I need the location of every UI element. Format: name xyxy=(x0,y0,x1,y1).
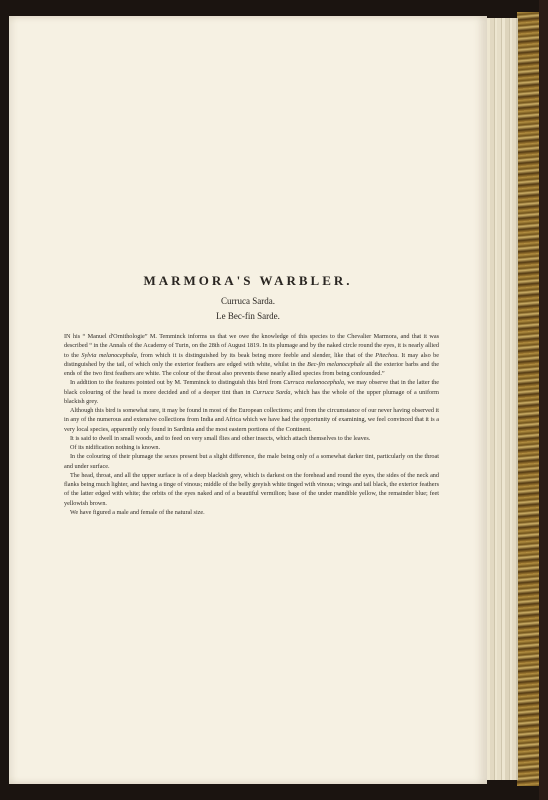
paragraph xyxy=(64,406,439,434)
italic-term: Sylvia melanocephala xyxy=(81,351,137,359)
paragraph-text: In addition to the features pointed out by M. Temminck to distinguish this bird from xyxy=(70,379,284,387)
paragraph-text: The head, throat, and all the upper surface is of a deep blackish grey, which is darkest on the forehead and round the eyes, the sides of the neck and flanks being much lighter, and having a tinge of vinous; middle of the belly greyish white tinged with vinous; wings and tail black, the exterior feathers of the latter edged with white; the orbits of the eyes naked and of a beautiful vermilion; base of the under mandible yellow, the remainder blue; feet yellowish brown. xyxy=(64,471,439,507)
page-edge xyxy=(497,18,502,780)
paragraph-text: , which has the whole of the upper plumage of a uniform blackish grey. xyxy=(64,388,439,405)
page-title: MARMORA'S WARBLER. xyxy=(143,273,353,288)
paragraph xyxy=(64,471,439,508)
paragraph xyxy=(64,332,439,378)
latin-name: Curruca Sarda. xyxy=(221,296,275,306)
french-name: Le Bec-fin Sarde. xyxy=(216,311,280,321)
page xyxy=(9,16,487,784)
paragraph-text: all the exterior barbs and the ends of the two first feathers are white. The colour of the throat also prevents these nearly allied species from being confounded.” xyxy=(64,360,439,377)
paragraph-text: Although this bird is somewhat rare, it may be found in most of the European collections; and from the circumstance of our never having observed it in any of the numerous and extensive collections from India and Africa which we have had the opportunity of examining, we feel convinced that it is a very local species, apparently only found in Sardinia and the most eastern portions of the Continent. xyxy=(64,407,439,433)
paragraph xyxy=(64,452,439,471)
page-edge xyxy=(490,18,495,780)
italic-term: Curruca melanocephala xyxy=(283,379,344,387)
paragraph-text: Of its nidification nothing is known. xyxy=(70,444,161,451)
paragraph-text: , we may observe that in the latter the black colouring of the head is more decided and of a deeper tint than in xyxy=(64,379,440,396)
page-edge xyxy=(505,18,510,780)
italic-term: Pitechou xyxy=(375,351,398,359)
paragraph-text: In the colouring of their plumage the sexes present but a slight difference, the male being only of a somewhat darker tint, particularly on the throat and under surface. xyxy=(64,453,439,470)
paragraph xyxy=(64,443,439,452)
paragraph-text: , from which it is distinguished by its beak being more feeble and slender, like that of the xyxy=(136,351,376,359)
body-text xyxy=(64,332,439,517)
paragraph-text: . It may also be distinguished by the tail, of which only the exterior feathers are edged with white, whilst in the xyxy=(64,351,440,368)
paragraph xyxy=(64,378,439,406)
paragraph-text: We have figured a male and female of the natural size. xyxy=(70,508,205,516)
italic-term: Bec-fin melanocephale xyxy=(307,360,365,368)
italic-term: Curruca Sarda xyxy=(252,388,291,396)
page-edge xyxy=(512,18,517,780)
binding-edge xyxy=(539,0,548,800)
paragraph-text: It is said to dwell in small woods, and to feed on very small flies and other insects, which attach themselves to the leaves. xyxy=(70,434,371,442)
paragraph xyxy=(64,434,439,443)
paragraph-text: IN his “ Manuel d'Ornithologie” M. Temminck informs us that we owe the knowledge of this species to the Chevalier Marmora, and that it was described “ in the Annals of the Academy of Turin, on the 28th of August 1819. In its plumage and by the naked circle round the eyes, it is nearly allied to the xyxy=(64,333,439,359)
paragraph xyxy=(64,508,439,517)
gilt-edge-decoration xyxy=(517,12,539,786)
